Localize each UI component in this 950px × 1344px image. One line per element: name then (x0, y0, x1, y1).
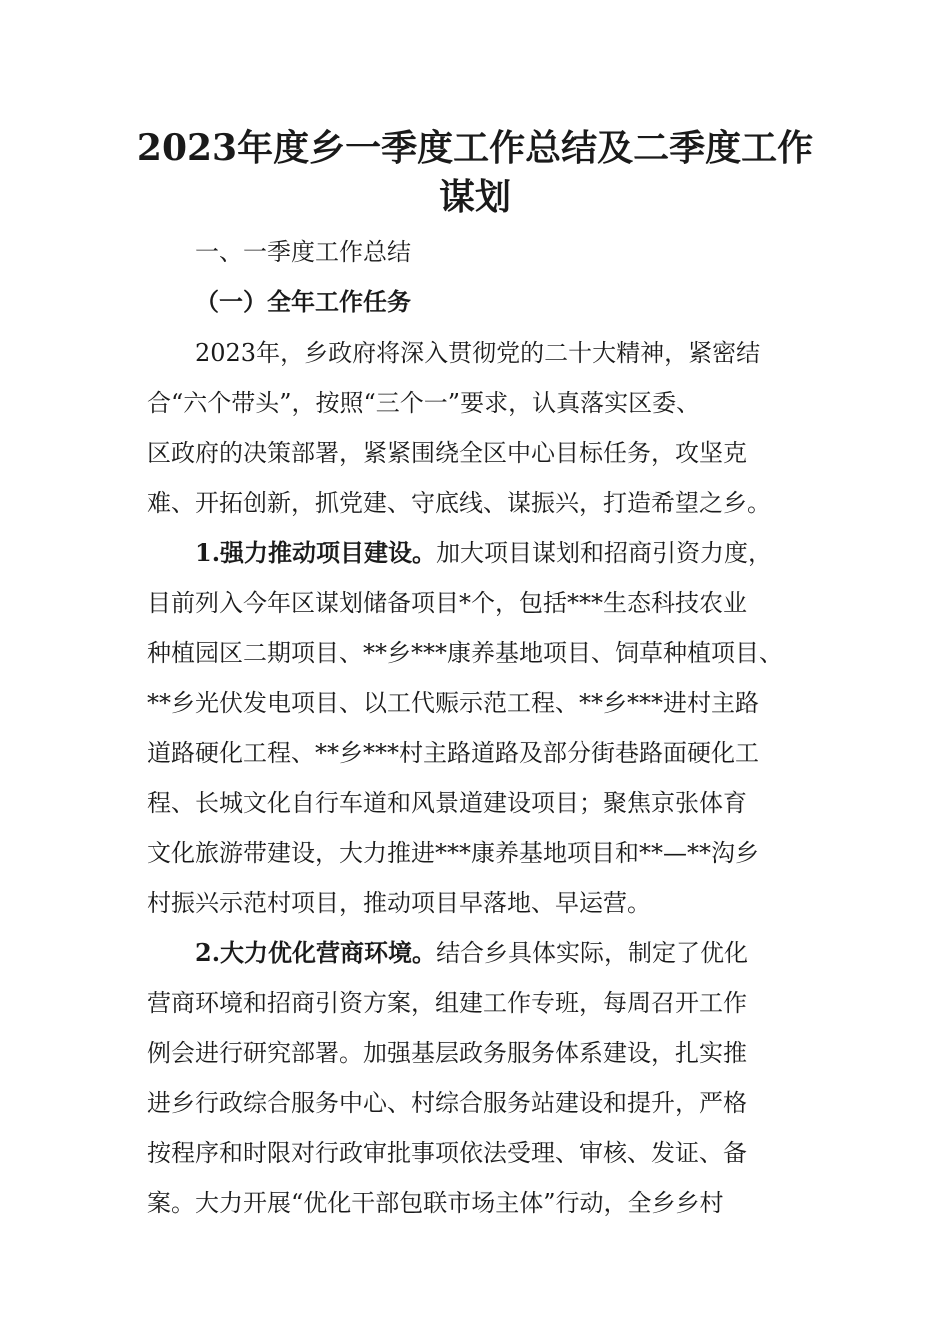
paragraph-line: 例会进行研究部署。加强基层政务服务体系建设，扎实推 (147, 1039, 747, 1067)
paragraph-line: 难、开拓创新，抓党建、守底线、谋振兴，打造希望之乡。 (147, 489, 771, 517)
paragraph-line: 区政府的决策部署，紧紧围绕全区中心目标任务，攻坚克 (147, 439, 747, 467)
item-heading-line (195, 537, 875, 569)
paragraph-line: 道路硬化工程、**乡***村主路道路及部分街巷路面硬化工 (147, 739, 759, 767)
paragraph-line: 2023年，乡政府将深入贯彻党的二十大精神，紧密结 (195, 339, 761, 367)
item-body-text: 加大项目谋划和招商引资力度， (436, 539, 773, 567)
paragraph-line: 合“六个带头”，按照“三个一”要求，认真落实区委、 (147, 389, 701, 417)
paragraph-line: 程、长城文化自行车道和风景道建设项目；聚焦京张体育 (147, 789, 747, 817)
paragraph-line: 目前列入今年区谋划储备项目*个，包括***生态科技农业 (147, 589, 747, 617)
document-title-line-2: 谋划 (438, 176, 511, 218)
subsection-heading: （一）全年工作任务 (195, 287, 411, 316)
paragraph-line: 进乡行政综合服务中心、村综合服务站建设和提升，严格 (147, 1089, 747, 1117)
paragraph-line: 文化旅游带建设，大力推进***康养基地项目和**—**沟乡 (147, 839, 759, 867)
item-lead-text: 1.强力推动项目建设。 (195, 538, 437, 567)
paragraph-line: 案。大力开展“优化干部包联市场主体”行动，全乡乡村 (147, 1189, 724, 1217)
document-title-line-1: 2023年度乡一季度工作总结及二季度工作 (136, 127, 814, 169)
paragraph-line: 营商环境和招商引资方案，组建工作专班，每周召开工作 (147, 989, 747, 1017)
paragraph-line: **乡光伏发电项目、以工代赈示范工程、**乡***进村主路 (147, 689, 759, 717)
paragraph-line: 种植园区二期项目、**乡***康养基地项目、饲草种植项目、 (147, 639, 783, 667)
paragraph-line: 村振兴示范村项目，推动项目早落地、早运营。 (147, 889, 651, 917)
item-body-text: 结合乡具体实际，制定了优化 (436, 939, 749, 967)
paragraph-line: 按程序和时限对行政审批事项依法受理、审核、发证、备 (147, 1139, 747, 1167)
item-lead-text: 2.大力优化营商环境。 (195, 938, 437, 967)
item-heading-line (195, 937, 875, 969)
section-heading: 一、一季度工作总结 (195, 238, 411, 266)
